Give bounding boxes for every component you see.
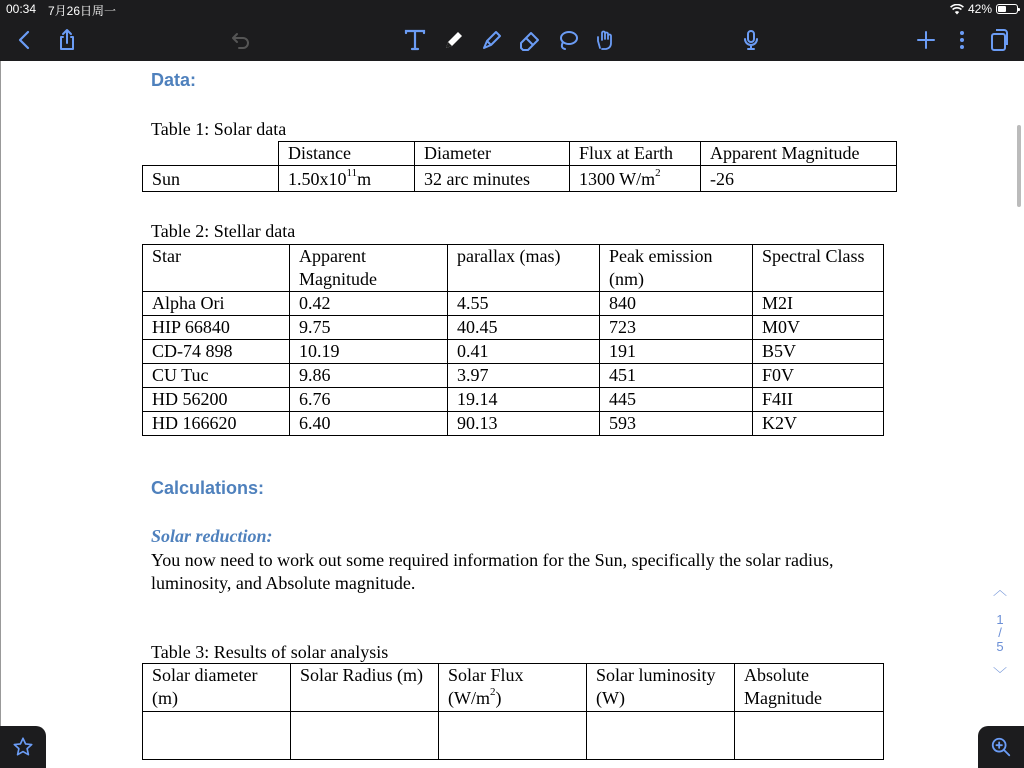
table-cell: CD-74 898 (143, 340, 290, 364)
status-right (950, 2, 1018, 16)
table-cell (570, 166, 701, 192)
table-cell: 9.75 (290, 316, 448, 340)
favorite-button[interactable] (0, 726, 46, 768)
status-date: 7月26日周一 (48, 4, 117, 18)
table-cell: 840 (600, 292, 753, 316)
table-cell: M0V (753, 316, 884, 340)
table-header-row (143, 245, 884, 292)
table-header-cell: Apparent Magnitude (290, 245, 448, 292)
page-separator: / (998, 625, 1002, 640)
status-time: 00:34 (6, 2, 37, 16)
distance-unit: m (357, 169, 372, 189)
table-row (143, 712, 884, 760)
flux-header-close: ) (495, 688, 502, 708)
pen-icon (442, 28, 466, 52)
undo-icon (229, 28, 253, 52)
table-header-cell: Absolute Magnitude (735, 664, 884, 712)
table-cell: 723 (600, 316, 753, 340)
empty-input-cell[interactable] (291, 712, 439, 760)
table-cell: F4II (753, 388, 884, 412)
table-cell: B5V (753, 340, 884, 364)
battery-icon (996, 4, 1018, 14)
table-cell: Sun (143, 166, 279, 192)
eraser-tool-button[interactable] (515, 25, 545, 55)
table-cell: 451 (600, 364, 753, 388)
table-header-row (143, 664, 884, 712)
zoom-in-icon (990, 736, 1012, 758)
lasso-tool-button[interactable] (553, 25, 583, 55)
instructions-paragraph: You now need to work out some required information for the Sun, specifically the solar radius, luminosity, and Absolute magnitude. (151, 550, 834, 593)
distance-exponent: 11 (346, 167, 358, 179)
table-header-cell: Diameter (415, 142, 570, 166)
table-header-cell: Solar luminosity (W) (587, 664, 735, 712)
table-header-cell (439, 664, 587, 712)
table-row (143, 340, 884, 364)
wifi-icon (950, 4, 964, 15)
table-row (143, 316, 884, 340)
flux-header-base: Solar Flux (W/m (448, 665, 524, 708)
empty-input-cell[interactable] (439, 712, 587, 760)
scrollbar-thumb[interactable] (1017, 125, 1021, 207)
table-cell: 40.45 (448, 316, 600, 340)
document-page[interactable] (0, 61, 1024, 768)
add-button[interactable] (911, 25, 941, 55)
total-pages: 5 (996, 639, 1004, 654)
table-row (143, 166, 897, 192)
flux-base: 1300 W/m (579, 169, 656, 189)
table-header-cell: Apparent Magnitude (701, 142, 897, 166)
distance-base: 1.50x10 (288, 169, 347, 189)
table-row (143, 412, 884, 436)
table-cell: 6.76 (290, 388, 448, 412)
table-header-cell: Peak emission (nm) (600, 245, 753, 292)
table-cell: 19.14 (448, 388, 600, 412)
empty-input-cell[interactable] (587, 712, 735, 760)
table-cell: 191 (600, 340, 753, 364)
table-row (143, 364, 884, 388)
calculations-heading: Calculations: (151, 478, 265, 498)
share-icon (55, 28, 79, 52)
table-cell: 90.13 (448, 412, 600, 436)
highlighter-icon (480, 28, 504, 52)
page-up-button[interactable]: ︿ (993, 582, 1007, 598)
share-button[interactable] (52, 25, 82, 55)
stellar-data-table (142, 244, 884, 436)
back-button[interactable] (10, 25, 40, 55)
microphone-button[interactable] (736, 25, 766, 55)
flux-exponent: 2 (655, 167, 661, 179)
table-cell: CU Tuc (143, 364, 290, 388)
solar-reduction-subheading: Solar reduction: (151, 526, 273, 546)
table-header-cell: parallax (mas) (448, 245, 600, 292)
page-indicator (988, 580, 1012, 684)
more-icon (950, 28, 974, 52)
chevron-left-icon (13, 28, 37, 52)
star-icon (12, 736, 34, 758)
table-cell: 593 (600, 412, 753, 436)
table1-caption: Table 1: Solar data (151, 119, 287, 139)
table-cell: 32 arc minutes (415, 166, 570, 192)
undo-button[interactable] (226, 25, 256, 55)
pen-tool-button[interactable] (439, 25, 469, 55)
highlighter-tool-button[interactable] (477, 25, 507, 55)
table-cell: -26 (701, 166, 897, 192)
table-cell: 445 (600, 388, 753, 412)
table-cell: K2V (753, 412, 884, 436)
more-button[interactable] (947, 25, 977, 55)
microphone-icon (739, 28, 763, 52)
table-cell: 6.40 (290, 412, 448, 436)
page-down-button[interactable]: ﹀ (993, 666, 1007, 682)
table-cell: 0.41 (448, 340, 600, 364)
solar-data-table (142, 141, 897, 192)
zoom-button[interactable] (978, 726, 1024, 768)
text-tool-button[interactable] (400, 25, 430, 55)
table-cell (279, 166, 415, 192)
data-heading: Data: (151, 70, 197, 90)
table-cell: HIP 66840 (143, 316, 290, 340)
table-cell: 10.19 (290, 340, 448, 364)
toolbar (0, 18, 1024, 61)
table2-caption: Table 2: Stellar data (151, 221, 296, 241)
table-header-cell: Flux at Earth (570, 142, 701, 166)
battery-percent: 42% (967, 2, 992, 16)
table-header-cell: Solar diameter (m) (143, 664, 291, 712)
empty-input-cell[interactable] (735, 712, 884, 760)
eraser-icon (518, 28, 542, 52)
current-page: 1 (996, 612, 1004, 627)
table-header-row (143, 142, 897, 166)
table-cell: 3.97 (448, 364, 600, 388)
pages-icon (986, 28, 1010, 52)
table-cell: F0V (753, 364, 884, 388)
lasso-icon (556, 28, 580, 52)
table-cell: 0.42 (290, 292, 448, 316)
table-header-cell: Spectral Class (753, 245, 884, 292)
hand-touch-icon (593, 28, 617, 52)
empty-input-cell[interactable] (143, 712, 291, 760)
table-row (143, 292, 884, 316)
table-cell: M2I (753, 292, 884, 316)
table-header-cell (143, 142, 279, 166)
flux-header-exponent: 2 (490, 686, 496, 698)
text-tool-icon (403, 28, 427, 52)
table3-caption: Table 3: Results of solar analysis (151, 642, 389, 662)
table-row (143, 388, 884, 412)
status-bar (0, 0, 1024, 18)
table-header-cell: Solar Radius (m) (291, 664, 439, 712)
shapes-tool-button[interactable] (590, 25, 620, 55)
table-header-cell: Distance (279, 142, 415, 166)
table-cell: HD 166620 (143, 412, 290, 436)
table-header-cell: Star (143, 245, 290, 292)
pages-button[interactable] (983, 25, 1013, 55)
table-cell: 9.86 (290, 364, 448, 388)
table-cell: HD 56200 (143, 388, 290, 412)
plus-icon (914, 28, 938, 52)
table-cell: 4.55 (448, 292, 600, 316)
solar-results-table (142, 663, 884, 760)
table-cell: Alpha Ori (143, 292, 290, 316)
